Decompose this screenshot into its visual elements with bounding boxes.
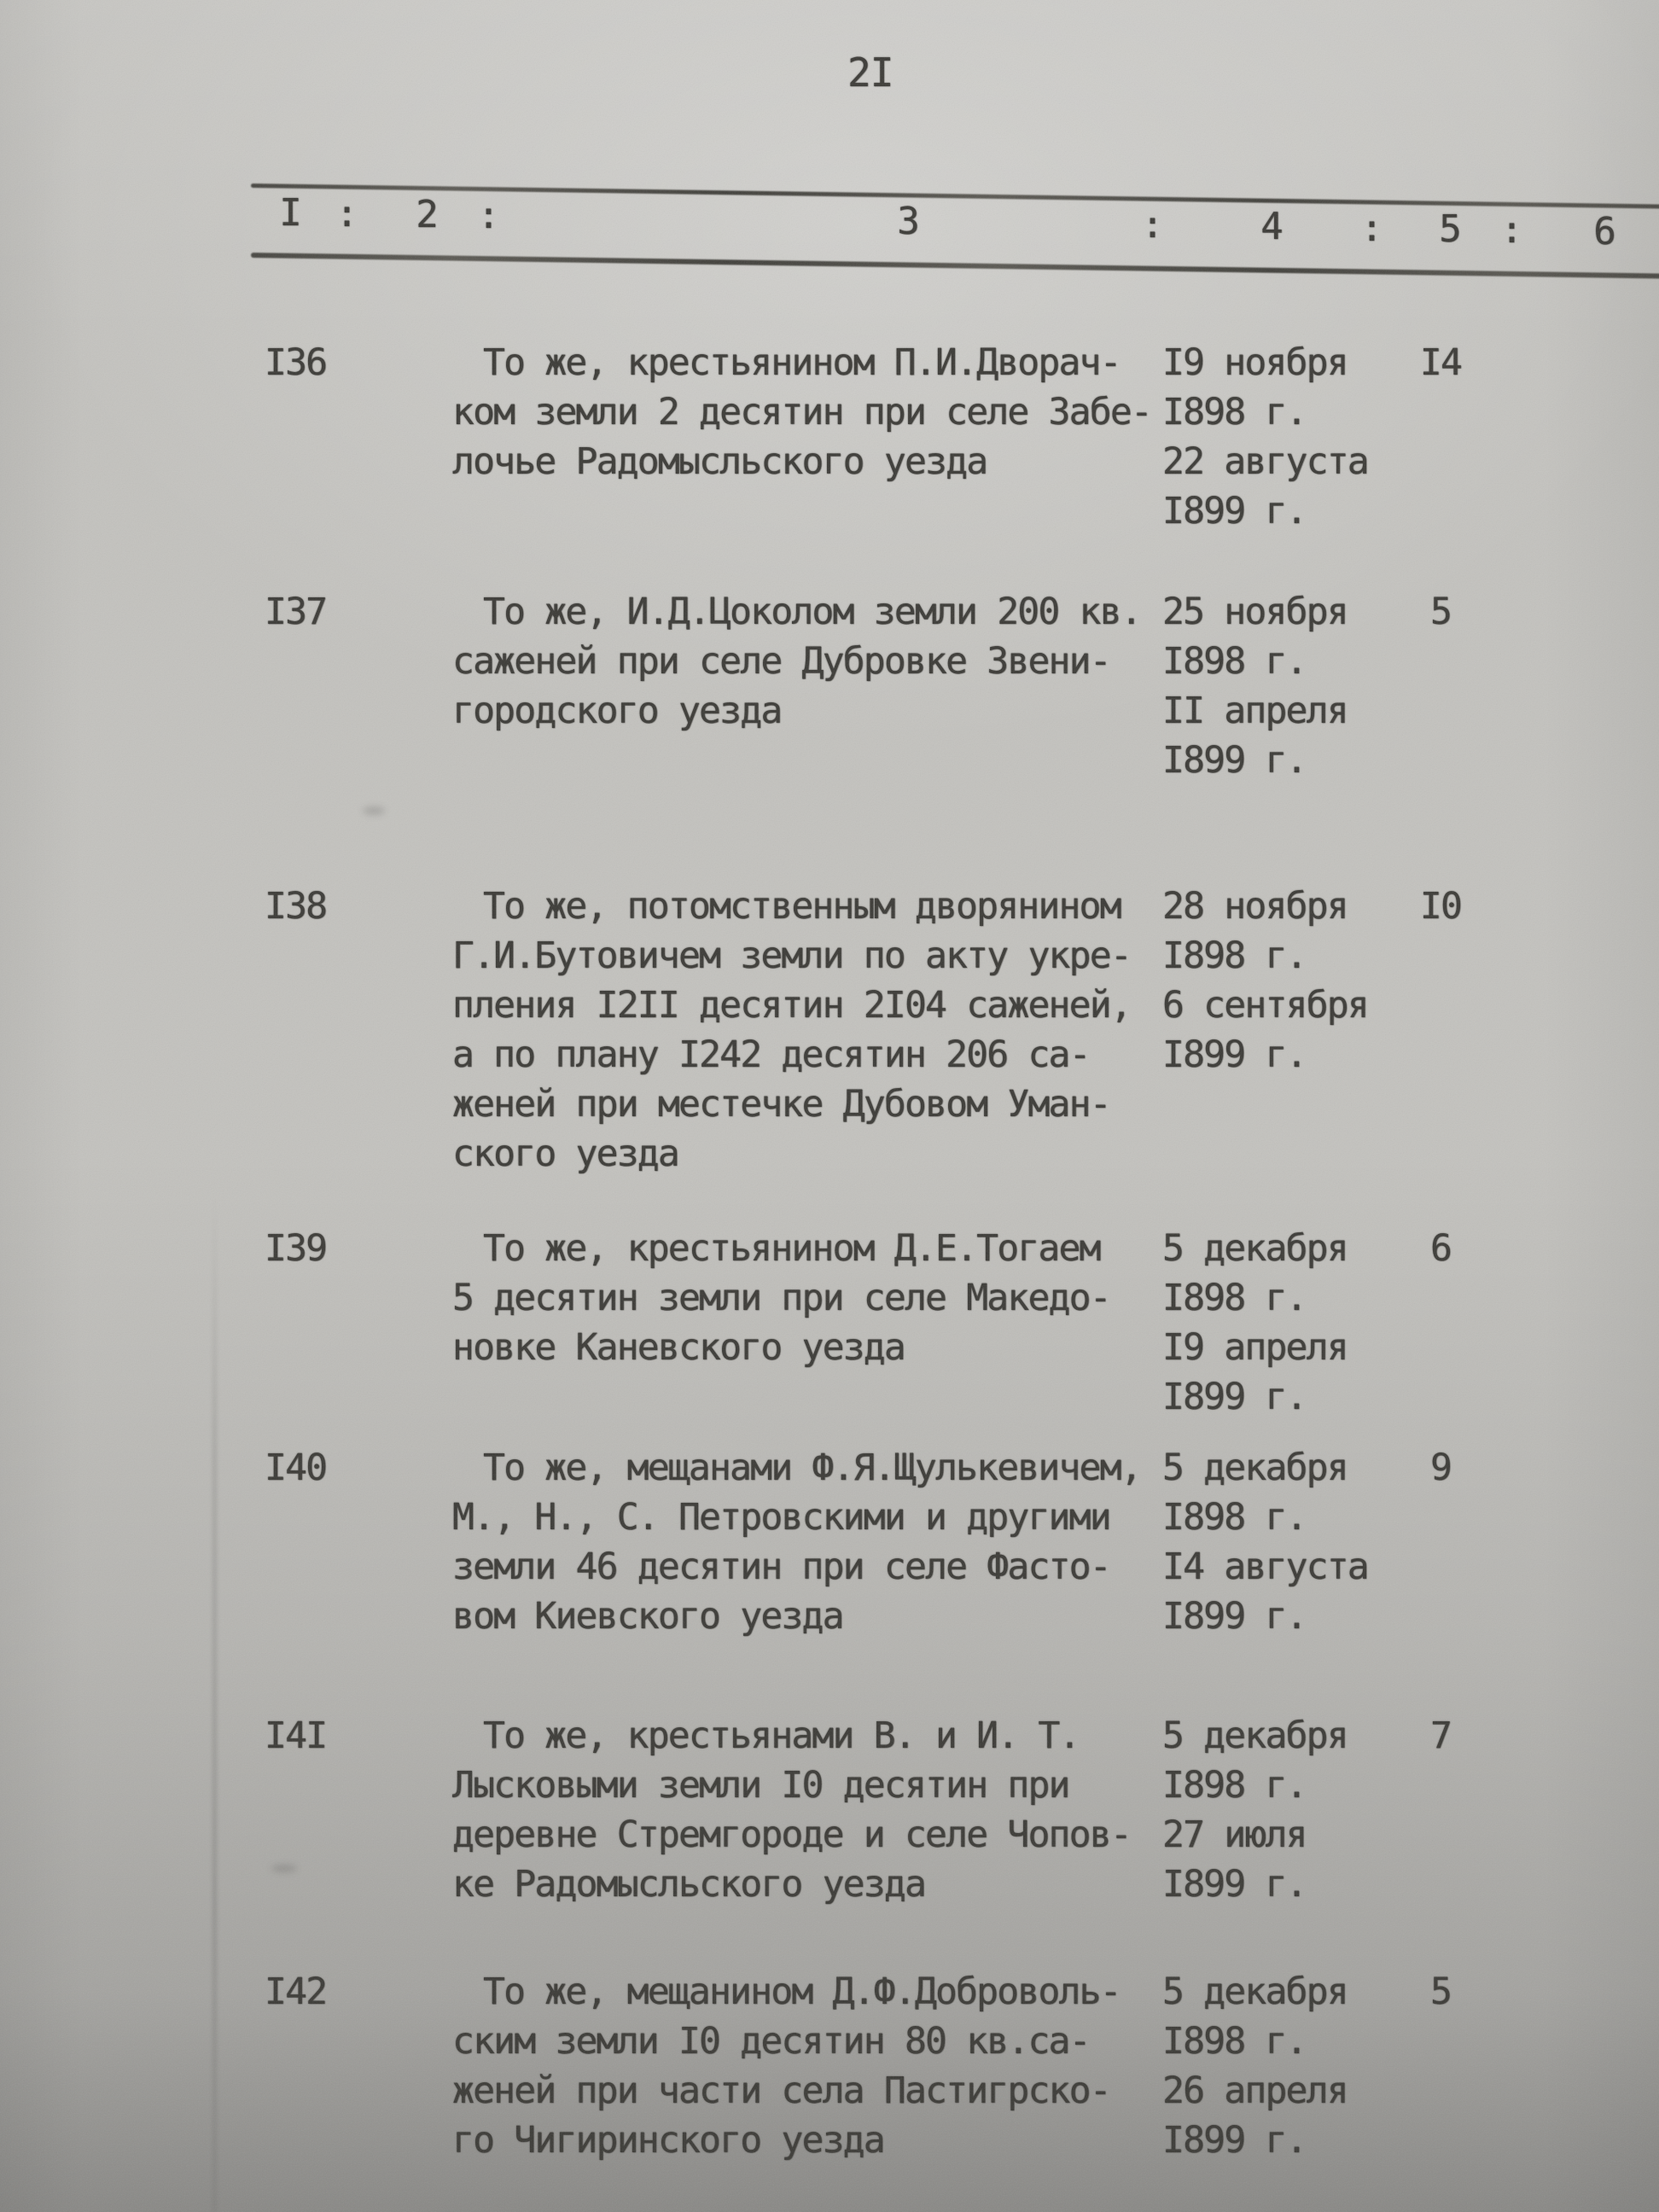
entry-case-count: 5 [1429,591,1452,633]
entry-case-count: 9 [1429,1447,1452,1489]
header-col-2: 2 [416,193,438,236]
entry-dates: I9 ноября I898 г. 22 августа I899 г. [1162,341,1368,533]
header-col-1: I [279,191,301,235]
entry-number: I37 [265,591,327,633]
entry-number: I39 [265,1227,327,1270]
entry-number: I4I [265,1714,327,1757]
paper-smudge [271,1865,297,1872]
header-column-separator: : [1500,208,1522,252]
entry-case-count: 7 [1429,1714,1452,1757]
entry-case-count: I0 [1419,885,1462,928]
paper-smudge [363,806,385,815]
entry-number: I36 [265,341,327,384]
header-col-6: 6 [1593,210,1615,253]
page-number: 2I [847,49,894,96]
entry-number: I40 [265,1447,327,1489]
header-column-separator: : [477,194,499,237]
entry-description: То же, мещанином Д.Ф.Доброволь- ским земли I0 десятин 80 кв.са- женей при части села Пастигрско- го Чигиринского уезда [452,1970,1121,2162]
header-column-separator: : [1360,207,1382,250]
entry-case-count: 6 [1429,1227,1452,1270]
entry-dates: 28 ноября I898 г. 6 сентября I899 г. [1162,885,1368,1076]
entry-dates: 5 декабря I898 г. 26 апреля I899 г. [1162,1970,1348,2162]
entry-dates: 5 декабря I898 г. I4 августа I899 г. [1162,1447,1368,1638]
entry-description: То же, крестьянином П.И.Дворач- ком земли 2 десятин при селе Забе- лочье Радомысльского уезда [452,341,1151,483]
table-header-rule-top [251,183,1659,209]
header-column-separator: : [335,192,358,236]
entry-description: То же, крестьянами В. и И. Т. Лысковыми земли I0 десятин при деревне Стремгороде и селе Чопов- ке Радомысльского уезда [452,1714,1131,1906]
entry-number: I38 [265,885,327,928]
entry-dates: 5 декабря I898 г. I9 апреля I899 г. [1162,1227,1348,1418]
entry-case-count: I4 [1419,341,1462,384]
entry-dates: 25 ноября I898 г. II апреля I899 г. [1162,591,1348,782]
entry-dates: 5 декабря I898 г. 27 июля I899 г. [1162,1714,1348,1906]
header-col-3: 3 [897,200,919,243]
paper-crease [212,1195,217,2212]
header-column-separator: : [1141,203,1163,247]
entry-description: То же, И.Д.Цоколом земли 200 кв. саженей при селе Дубровке Звени- городского уезда [452,591,1141,732]
table-header-rule-bottom [251,253,1659,279]
entry-number: I42 [265,1970,327,2013]
entry-description: То же, потомственным дворянином Г.И.Бутовичем земли по акту укре- пления I2II десятин 2I04 саженей, а по плану I242 десятин 206 са- женей при местечке Дубовом Уман- ского уезда [452,885,1131,1175]
entry-description: То же, мещанами Ф.Я.Щулькевичем, М., Н., С. Петровскими и другими земли 46 десятин при селе Фасто- вом Киевского уезда [452,1447,1141,1638]
header-col-5: 5 [1439,207,1461,251]
entry-case-count: 5 [1429,1970,1452,2013]
header-col-4: 4 [1260,205,1283,248]
entry-description: То же, крестьянином Д.Е.Тогаем 5 десятин земли при селе Македо- новке Каневского уезда [452,1227,1110,1369]
